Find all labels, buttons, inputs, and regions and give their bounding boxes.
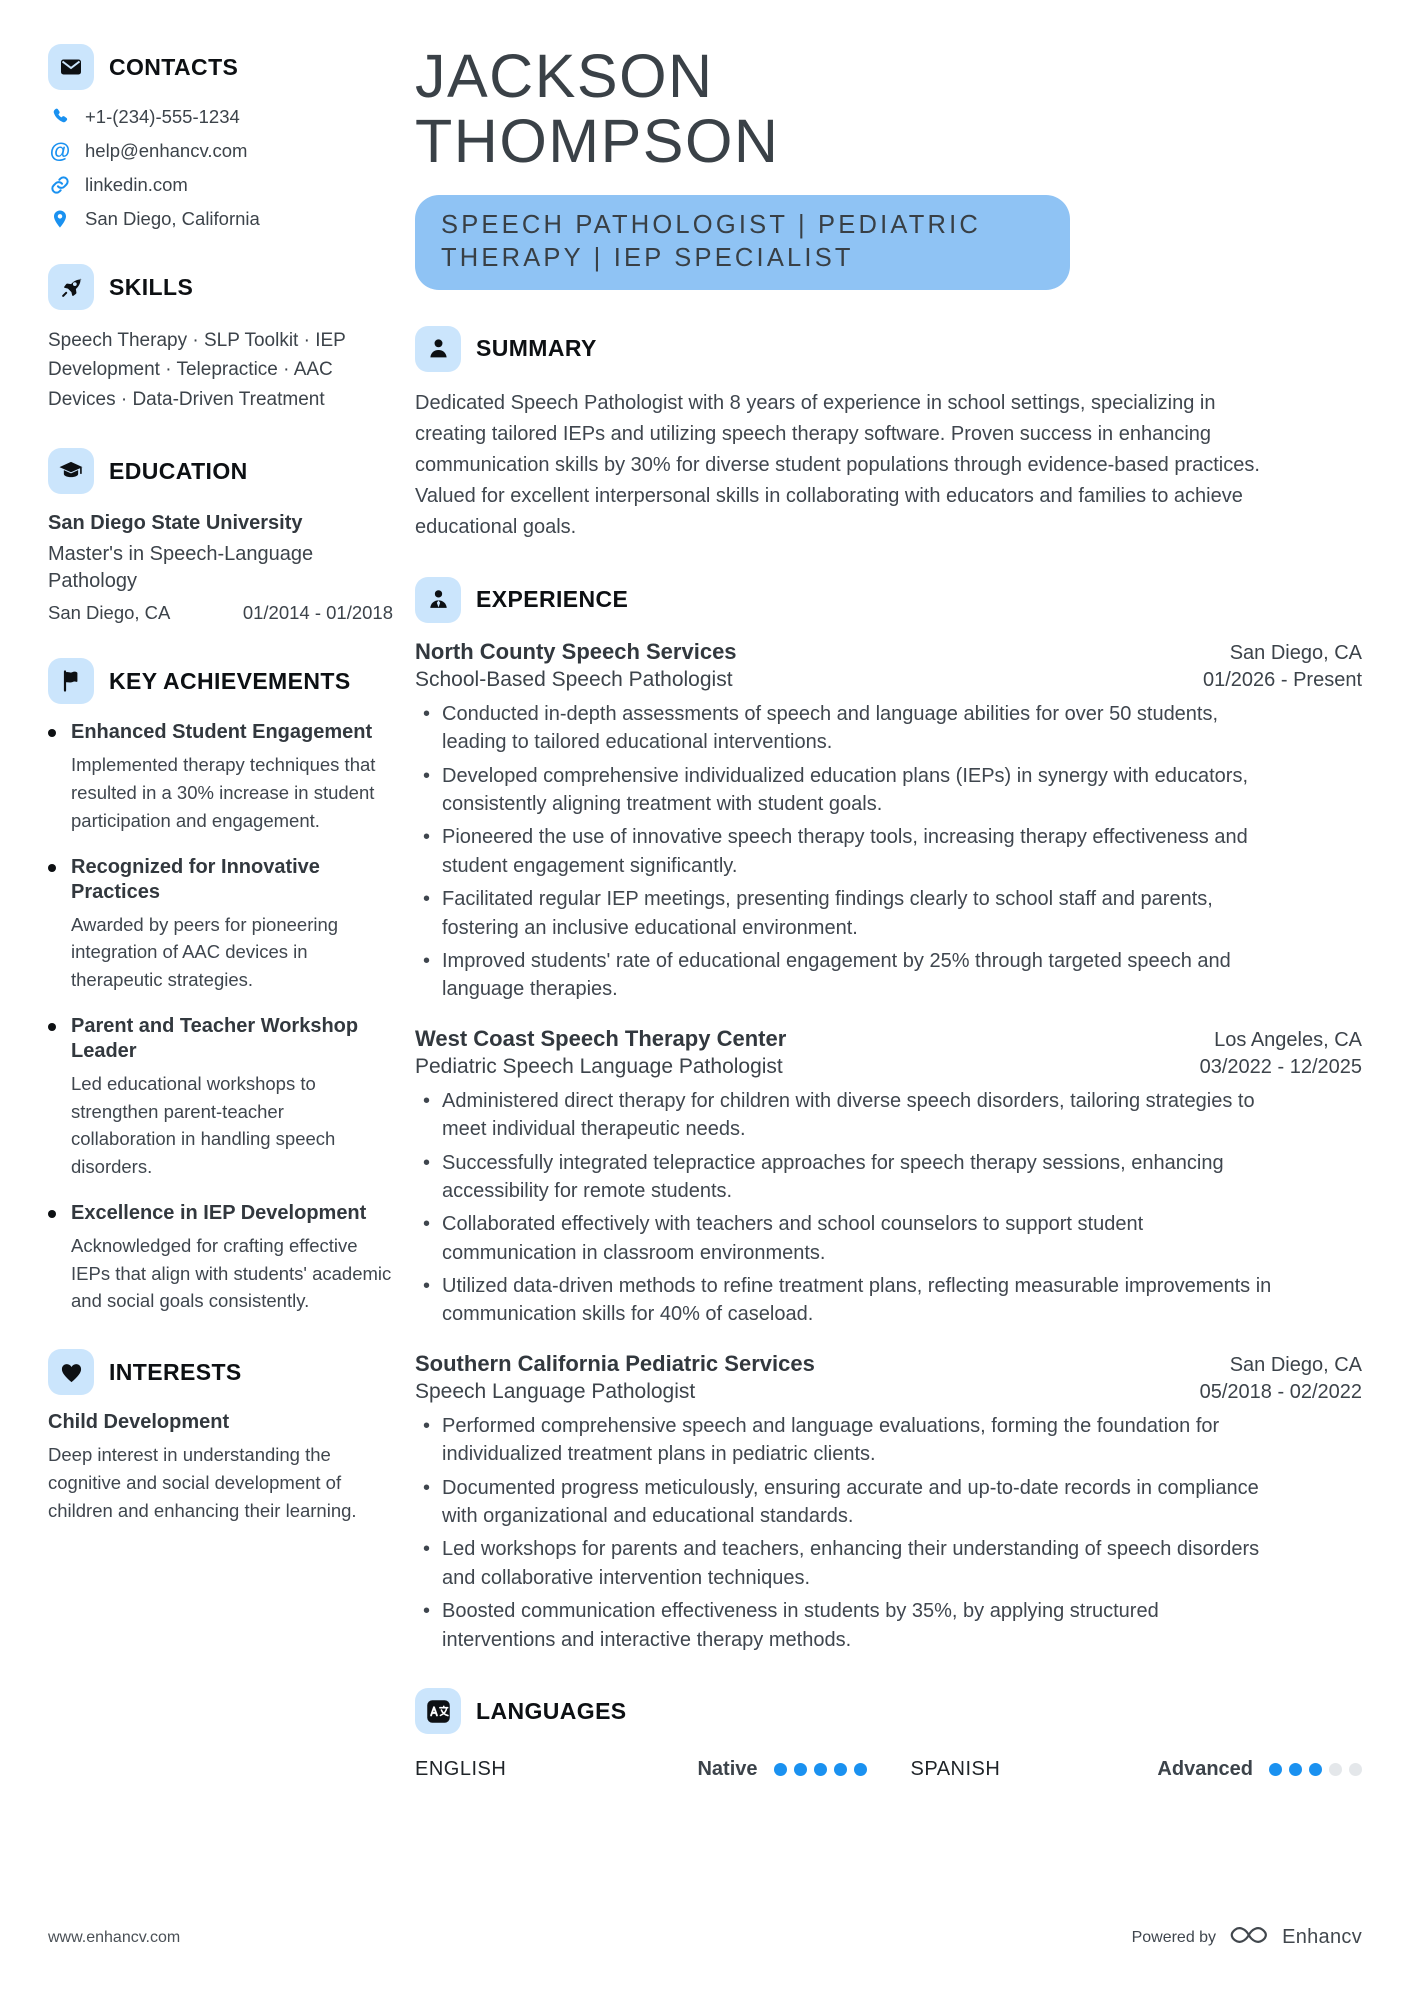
experience-entry (415, 639, 1362, 1004)
education-location: San Diego, CA (48, 602, 171, 624)
skills-header (48, 264, 393, 310)
contact-item[interactable] (48, 208, 393, 230)
languages-section (415, 1688, 1362, 1781)
at-icon: @ (49, 139, 71, 163)
experience-title: EXPERIENCE (476, 586, 629, 613)
left-column (48, 44, 393, 1815)
achievement-item (48, 855, 393, 994)
job-bullet: • Boosted communication effectiveness in students by 35%, by applying structured interventions and interactive therapy methods. (415, 1597, 1275, 1654)
right-column (415, 44, 1362, 1815)
language-name: SPANISH (910, 1758, 1001, 1780)
mail-icon (48, 44, 94, 90)
education-school: San Diego State University (48, 512, 303, 535)
contact-item[interactable] (48, 106, 393, 128)
bullet-dot-icon (48, 864, 56, 872)
interest-name: Child Development (48, 1411, 230, 1434)
job-bullet: • Improved students' rate of educational engagement by 25% through targeted speech and language therapies. (415, 947, 1275, 1004)
person-name: JACKSON THOMPSON (415, 42, 780, 176)
achievement-title: Enhanced Student Engagement (71, 721, 373, 744)
contact-text: help@enhancv.com (85, 140, 248, 161)
language-level: Advanced (1157, 1758, 1253, 1780)
job-location: Los Angeles, CA (1214, 1028, 1362, 1051)
language-rating (1269, 1763, 1362, 1776)
powered-by[interactable] (1132, 1920, 1362, 1955)
achievement-item (48, 720, 393, 834)
enhancv-logo-icon (1226, 1920, 1272, 1955)
achievement-title: Parent and Teacher Workshop Leader (71, 1014, 359, 1062)
job-bullet-list (415, 700, 1275, 1004)
job-bullet: • Administered direct therapy for children with diverse speech disorders, tailoring strategies to meet individual therapeutic needs. (415, 1087, 1275, 1144)
language-rating-dot (1309, 1763, 1322, 1776)
job-location: San Diego, CA (1229, 1353, 1362, 1376)
languages-title: LANGUAGES (476, 1697, 627, 1724)
job-dates: 05/2018 - 02/2022 (1199, 1380, 1362, 1403)
enhancv-site-link[interactable]: www.enhancv.com (48, 1928, 181, 1946)
education-section (48, 448, 393, 624)
contacts-list (48, 106, 393, 230)
bullet-dot-icon (48, 729, 56, 737)
experience-header (415, 577, 1362, 623)
translate-icon (415, 1688, 461, 1734)
skills-text: Speech Therapy · SLP Toolkit · IEP Development · Telepractice · AAC Devices · Data-Driven Treatment (48, 330, 346, 410)
language-rating (774, 1763, 867, 1776)
job-dates: 03/2022 - 12/2025 (1199, 1055, 1362, 1078)
achievements-section (48, 658, 393, 1315)
contacts-title: CONTACTS (109, 53, 239, 80)
phone-icon (48, 107, 72, 127)
achievement-item (48, 1014, 393, 1181)
job-role: School-Based Speech Pathologist (415, 667, 733, 691)
contact-item[interactable] (48, 140, 393, 162)
language-rating-dot (834, 1763, 847, 1776)
language-level: Native (697, 1758, 758, 1780)
job-title-band: SPEECH PATHOLOGIST | PEDIATRIC THERAPY | IEP SPECIALIST (415, 195, 1070, 290)
bullet-dot-icon (48, 1023, 56, 1031)
skills-section (48, 264, 393, 414)
summary-text: Dedicated Speech Pathologist with 8 years of experience in school settings, specializing in creating tailored IEPs and utilizing speech therapy software. Proven success in enhancing communication skills by 30% for diverse student populations through evidence-based practices. Valued for excellent interpersonal skills in collaborating with educators and families to achieve educational goals. (415, 391, 1260, 538)
achievements-list (48, 720, 393, 1315)
job-bullet: • Pioneered the use of innovative speech therapy tools, increasing therapy effectiveness and student engagement significantly. (415, 823, 1275, 880)
language-item (415, 1758, 867, 1781)
interest-description: Deep interest in understanding the cognitive and social development of children and enhancing their learning. (48, 1444, 357, 1521)
experience-list (415, 639, 1362, 1654)
experience-entry (415, 1351, 1362, 1654)
job-company: Southern California Pediatric Services (415, 1350, 815, 1376)
business-person-icon (415, 577, 461, 623)
powered-by-label: Powered by (1131, 1928, 1217, 1946)
bullet-dot-icon (48, 1210, 56, 1218)
user-icon (415, 326, 461, 372)
link-icon (48, 175, 72, 195)
job-bullet: • Successfully integrated telepractice approaches for speech therapy sessions, enhancing accessibility for remote students. (415, 1149, 1275, 1206)
language-rating-dot (1329, 1763, 1342, 1776)
interests-section (48, 1349, 393, 1524)
language-rating-dot (854, 1763, 867, 1776)
job-bullet: • Documented progress meticulously, ensuring accurate and up-to-date records in compliance with organizational and educational standards. (415, 1474, 1275, 1531)
language-rating-dot (1289, 1763, 1302, 1776)
achievement-title: Recognized for Innovative Practices (71, 855, 320, 903)
interests-header (48, 1349, 393, 1395)
job-bullet: • Facilitated regular IEP meetings, presenting findings clearly to school staff and parents, fostering an inclusive educational environment. (415, 885, 1275, 942)
summary-header (415, 326, 1362, 372)
enhancv-brand-name: Enhancv (1282, 1926, 1362, 1948)
achievement-description: Led educational workshops to strengthen parent-teacher collaboration in handling speech disorders. (71, 1072, 336, 1178)
job-role: Speech Language Pathologist (415, 1379, 696, 1403)
job-bullet: • Collaborated effectively with teachers and school counselors to support student communication in classroom environments. (415, 1210, 1275, 1267)
achievement-description: Awarded by peers for pioneering integration of AAC devices in therapeutic strategies. (71, 913, 339, 991)
job-company: West Coast Speech Therapy Center (415, 1025, 787, 1051)
education-degree: Master's in Speech-Language Pathology (48, 543, 314, 593)
job-bullet: • Conducted in-depth assessments of speech and language abilities for over 50 students, leading to tailored educational interventions. (415, 700, 1275, 757)
flag-icon (48, 658, 94, 704)
graduation-cap-icon (48, 448, 94, 494)
language-rating-dot (814, 1763, 827, 1776)
language-rating-dot (1269, 1763, 1282, 1776)
heart-icon (48, 1349, 94, 1395)
language-rating-dot (774, 1763, 787, 1776)
languages-list (415, 1758, 1362, 1781)
job-dates: 01/2026 - Present (1203, 668, 1362, 691)
interests-title: INTERESTS (109, 1358, 242, 1385)
achievements-header (48, 658, 393, 704)
job-bullet: • Developed comprehensive individualized education plans (IEPs) in synergy with educators, consistently aligning treatment with student goals. (415, 762, 1275, 819)
job-bullet: • Utilized data-driven methods to refine treatment plans, reflecting measurable improvements in communication skills for 40% of caseload. (415, 1272, 1275, 1329)
rocket-icon (48, 264, 94, 310)
language-name: ENGLISH (415, 1758, 507, 1780)
summary-section (415, 326, 1362, 543)
education-title: EDUCATION (109, 457, 248, 484)
achievement-title: Excellence in IEP Development (71, 1201, 367, 1224)
job-bullet: • Performed comprehensive speech and language evaluations, forming the foundation for individualized treatment plans in pediatric clients. (415, 1412, 1275, 1469)
contact-text: +1-(234)-555-1234 (85, 106, 240, 127)
language-item (911, 1758, 1363, 1781)
experience-section (415, 577, 1362, 1654)
contact-text: linkedin.com (85, 174, 188, 195)
page-footer (48, 1920, 1362, 1955)
achievement-description: Implemented therapy techniques that resulted in a 30% increase in student participation and engagement. (71, 754, 376, 831)
job-bullet: • Led workshops for parents and teachers, enhancing their understanding of speech disorders and collaborative intervention techniques. (415, 1535, 1275, 1592)
job-role: Pediatric Speech Language Pathologist (415, 1054, 783, 1078)
contacts-header (48, 44, 393, 90)
contact-text: San Diego, California (85, 208, 260, 229)
achievement-item (48, 1201, 393, 1315)
languages-header (415, 1688, 1362, 1734)
job-location: San Diego, CA (1229, 641, 1362, 664)
education-dates: 01/2014 - 01/2018 (242, 602, 393, 624)
summary-title: SUMMARY (476, 335, 597, 362)
job-bullet-list (415, 1087, 1275, 1329)
job-bullet-list (415, 1412, 1275, 1654)
experience-entry (415, 1026, 1362, 1329)
job-company: North County Speech Services (415, 638, 737, 664)
pin-icon (48, 209, 72, 229)
skills-title: SKILLS (109, 273, 194, 300)
achievements-title: KEY ACHIEVEMENTS (109, 667, 351, 694)
language-rating-dot (794, 1763, 807, 1776)
education-header (48, 448, 393, 494)
contacts-section (48, 44, 393, 230)
achievement-description: Acknowledged for crafting effective IEPs that align with students' academic and social goals consistently. (71, 1234, 392, 1312)
contact-item[interactable] (48, 174, 393, 196)
education-meta (48, 602, 393, 624)
language-rating-dot (1349, 1763, 1362, 1776)
